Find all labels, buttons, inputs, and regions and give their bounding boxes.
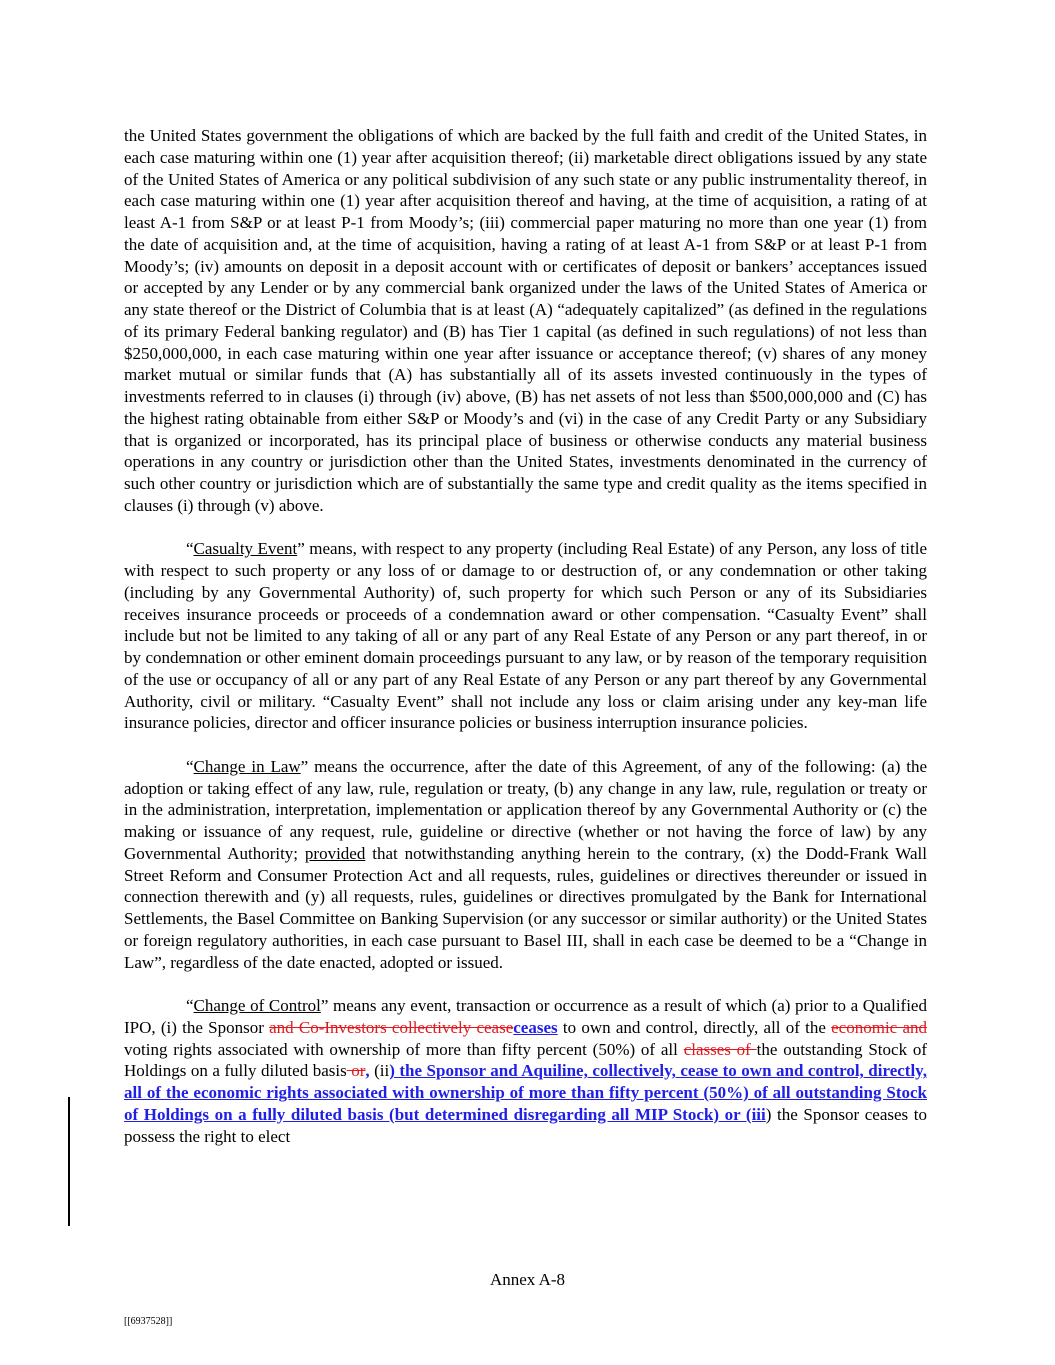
- open-quote: “: [186, 539, 194, 559]
- paragraph-casualty-event: [124, 538, 927, 734]
- defined-term-casualty-event: Casualty Event: [193, 539, 298, 559]
- definition-text: (ii: [369, 1061, 390, 1081]
- deleted-text: economic and: [831, 1017, 927, 1037]
- deleted-text: and Co-Investors collectively cease: [269, 1017, 514, 1037]
- revision-change-bar: [68, 1097, 70, 1226]
- paragraph-change-in-law: [124, 756, 927, 974]
- definition-text-continued: that notwithstanding anything herein to the contrary, (x) the Dodd-Frank Wall Street Reform and Consumer Protection Act and all requests, rules, guidelines or directives thereunder or issued in connection therewith and (y) all requests, rules, guidelines or directives promulgated by the Bank for International Settlements, the Basel Committee on Banking Supervision (or any successor or similar authority) or the United States or foreign regulatory authorities, in each case pursuant to Basel III, shall in each case be deemed to be a “Change in Law”, regardless of the date enacted, adopted or issued.: [124, 843, 927, 972]
- inserted-text: ,: [365, 1061, 370, 1081]
- open-quote: “: [186, 756, 194, 776]
- paragraph-change-of-control: [124, 995, 927, 1147]
- open-quote: “: [186, 996, 194, 1015]
- definition-text: ” means the occurrence, after the date of this Agreement, of any of the following: (a) the adoption or taking effect of any law, rule, regulation or treaty, (b) any change in any law, rule, regulation or treaty or in the administration, interpretation, implementation or application thereof by any Governmental Authority or (c) the making or issuance of any request, rule, guideline or directive (whether or not having the force of law) by any Governmental Authority;: [124, 756, 928, 863]
- deleted-text: or: [346, 1061, 366, 1081]
- definition-text: the outstanding Stock of Holdings on a fully diluted basis: [124, 1039, 928, 1081]
- document-body: [124, 125, 927, 1169]
- inserted-text: ceases: [513, 1017, 558, 1037]
- inserted-text: ) the Sponsor and Aquiline, collectively, cease to own and control, directly, all of the economic rights associated with ownership of more than fifty percent (50%) of all outstanding Stock of Holdings on a fully diluted basis (but determined disregarding all MIP Stock) or (iii: [124, 1061, 927, 1124]
- definition-text: to own and control, directly, all of the: [557, 1017, 832, 1037]
- defined-term-change-of-control: Change of Control: [193, 996, 321, 1015]
- deleted-text: classes of: [683, 1039, 757, 1059]
- page-footer-label: Annex A-8: [489, 1270, 566, 1289]
- definition-text: ) the Sponsor ceases to possess the right to elect: [124, 1104, 927, 1146]
- definition-text: ” means any event, transaction or occurrence as a result of which (a) prior to a Qualified IPO, (i) the Sponsor: [124, 996, 927, 1037]
- paragraph-cash-equivalents-continued: the United States government the obligations of which are backed by the full faith and credit of the United States, in each case maturing within one (1) year after acquisition thereof; (ii) marketable direct obligations issued by any state of the United States of America or any political subdivision of any such state or any public instrumentality thereof, in each case maturing within one (1) year after acquisition thereof and having, at the time of acquisition, a rating of at least A-1 from S&P or at least P-1 from Moody’s; (iii) commercial paper maturing no more than one year (1) from the date of acquisition and, at the time of acquisition, having a rating of at least A-1 from S&P or at least P-1 from Moody’s; (iv) amounts on deposit in a deposit account with or certificates of deposit or bankers’ acceptances issued or accepted by any Lender or by any commercial bank organized under the laws of the United States of America or any state thereof or the District of Columbia that is at least (A) “adequately capitalized” (as defined in the regulations of its primary Federal banking regulator) and (B) has Tier 1 capital (as defined in such regulations) of not less than $250,000,000, in each case maturing within one year after issuance or acceptance thereof; (v) shares of any money market mutual or similar funds that (A) has substantially all of its assets invested continuously in the types of investments referred to in clauses (i) through (iv) above, (B) has net assets of not less than $500,000,000 and (C) has the highest rating obtainable from either S&P or Moody’s and (vi) in the case of any Credit Party or any Subsidiary that is organized or incorporated, has its principal place of business or otherwise conducts any material business operations in any country or jurisdiction other than the United States, investments denominated in the currency of such other country or jurisdiction which are of substantially the same type and credit quality as the items specified in clauses (i) through (v) above.: [124, 126, 927, 515]
- definition-text: voting rights associated with ownership of more than fifty percent (50%) of all: [124, 1039, 684, 1059]
- defined-term-change-in-law: Change in Law: [193, 756, 301, 776]
- document-id: [[6937528]]: [124, 1316, 173, 1327]
- definition-text: ” means, with respect to any property (including Real Estate) of any Person, any loss of title with respect to such property or any loss of or damage to or destruction of, or any condemnation or other taking (including by any Governmental Authority) of, such property for which such Person or any of its Subsidiaries receives insurance proceeds or proceeds of a condemnation award or other compensation. “Casualty Event” shall include but not be limited to any taking of all or any part of any Real Estate of any Person or any part thereof, in or by condemnation or other eminent domain proceedings pursuant to any law, or by reason of the temporary requisition of the use or occupancy of all or any part of any Real Estate of any Person or any part thereof by any Governmental Authority, civil or military. “Casualty Event” shall not include any loss or claim arising under any key-man life insurance policies, director and officer insurance policies or business interruption insurance policies.: [124, 539, 927, 733]
- provided-term: provided: [304, 843, 366, 863]
